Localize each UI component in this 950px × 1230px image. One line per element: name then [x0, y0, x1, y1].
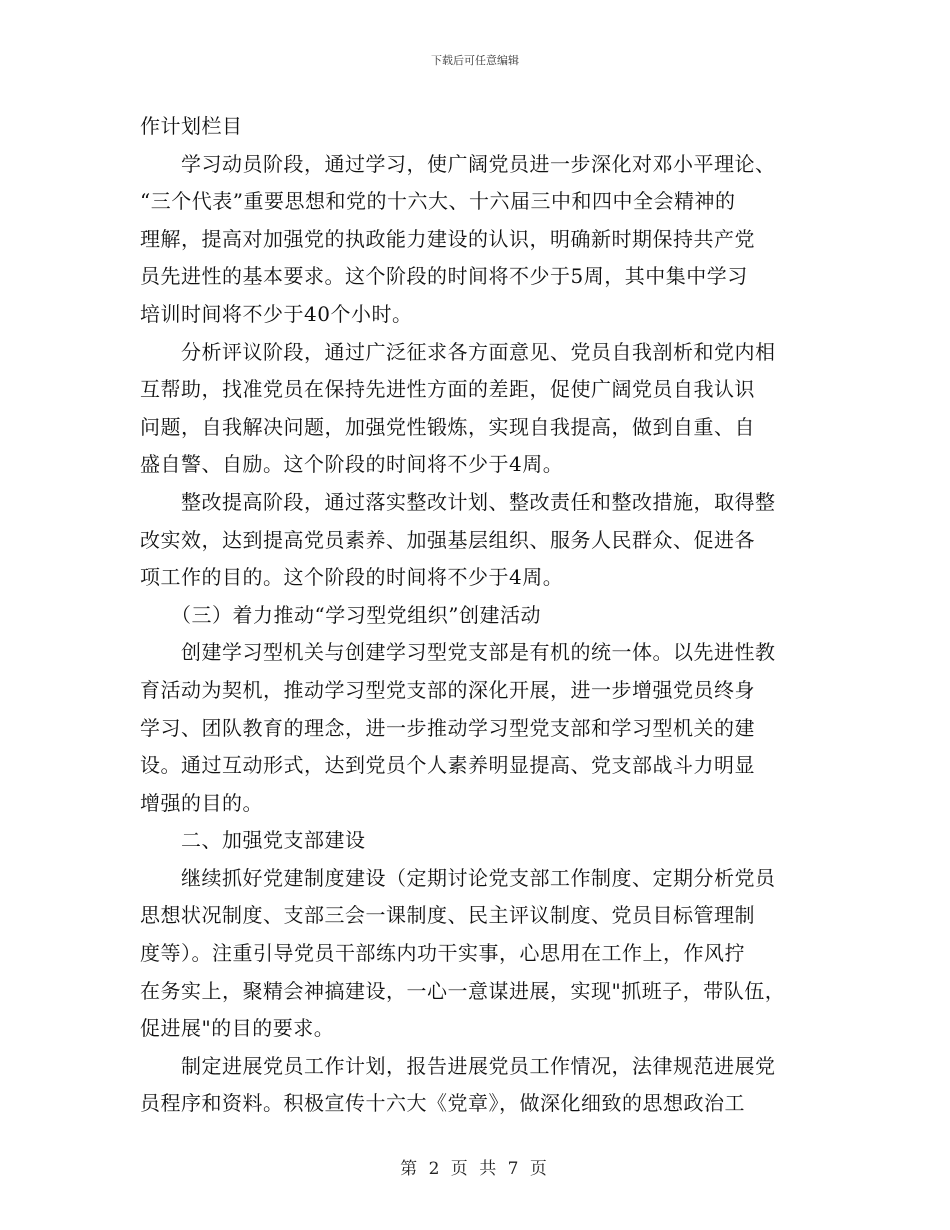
document-body — [140, 108, 820, 1123]
text-line: 育活动为契机，推动学习型党支部的深化开展，进一步增强党员终身 — [140, 677, 755, 702]
text-line: 分析评议阶段，通过广泛征求各方面意见、党员自我剖析和党内相 — [140, 339, 776, 364]
text-line: 互帮助，找准党员在保持先进性方面的差距，促使广阔党员自我认识 — [140, 377, 755, 402]
text-line: 项工作的目的。这个阶段的时间将不少于4周。 — [140, 565, 564, 590]
text-line: 问题，自我解决问题，加强党性锻炼，实现自我提高，做到自重、自 — [140, 414, 755, 439]
text-line: 增强的目的。 — [140, 790, 263, 815]
text-line: 学习、团队教育的理念，进一步推动学习型党支部和学习型机关的建 — [140, 715, 755, 740]
section-heading: 二、加强党支部建设 — [140, 828, 366, 853]
text-line: 设。通过互动形式，达到党员个人素养明显提高、党支部战斗力明显 — [140, 753, 755, 778]
text-line: 改实效，达到提高党员素养、加强基层组织、服务人民群众、促进各 — [140, 527, 755, 552]
text-line: “三个代表”重要思想和党的十六大、十六届三中和四中全会精神的 — [140, 189, 736, 214]
text-line: 创建学习型机关与创建学习型党支部是有机的统一体。以先进性教 — [140, 640, 776, 665]
section-heading: （三）着力推动“学习型党组织”创建活动 — [140, 602, 541, 627]
text-line: 盛自警、自励。这个阶段的时间将不少于4周。 — [140, 452, 564, 477]
text-line: 员先进性的基本要求。这个阶段的时间将不少于5周，其中集中学习 — [140, 264, 748, 289]
text-line: 度等）。注重引导党员干部练内功干实事，心思用在工作上，作风拧 — [140, 941, 745, 966]
text-line: 在务实上，聚精会神搞建设，一心一意谋进展，实现"抓班子，带队伍， — [140, 978, 786, 1003]
page-number-footer: 第 2 页 共 7 页 — [400, 1159, 550, 1179]
text-line: 促进展"的目的要求。 — [140, 1016, 335, 1041]
text-line: 学习动员阶段，通过学习，使广阔党员进一步深化对邓小平理论、 — [140, 151, 776, 176]
text-line: 员程序和资料。积极宣传十六大《党章》，做深化细致的思想政治工 — [140, 1091, 745, 1116]
page-header-note: 下载后可任意编辑 — [431, 54, 519, 67]
text-line: 培训时间将不少于40个小时。 — [140, 301, 413, 326]
text-line: 思想状况制度、支部三会一课制度、民主评议制度、党员目标管理制 — [140, 903, 755, 928]
text-line: 整改提高阶段，通过落实整改计划、整改责任和整改措施，取得整 — [140, 489, 776, 514]
text-line: 继续抓好党建制度建设（定期讨论党支部工作制度、定期分析党员 — [140, 865, 776, 890]
text-line: 制定进展党员工作计划，报告进展党员工作情况，法律规范进展党 — [140, 1053, 776, 1078]
text-line: 理解，提高对加强党的执政能力建设的认识，明确新时期保持共产党 — [140, 226, 755, 251]
text-line: 作计划栏目 — [140, 114, 243, 138]
